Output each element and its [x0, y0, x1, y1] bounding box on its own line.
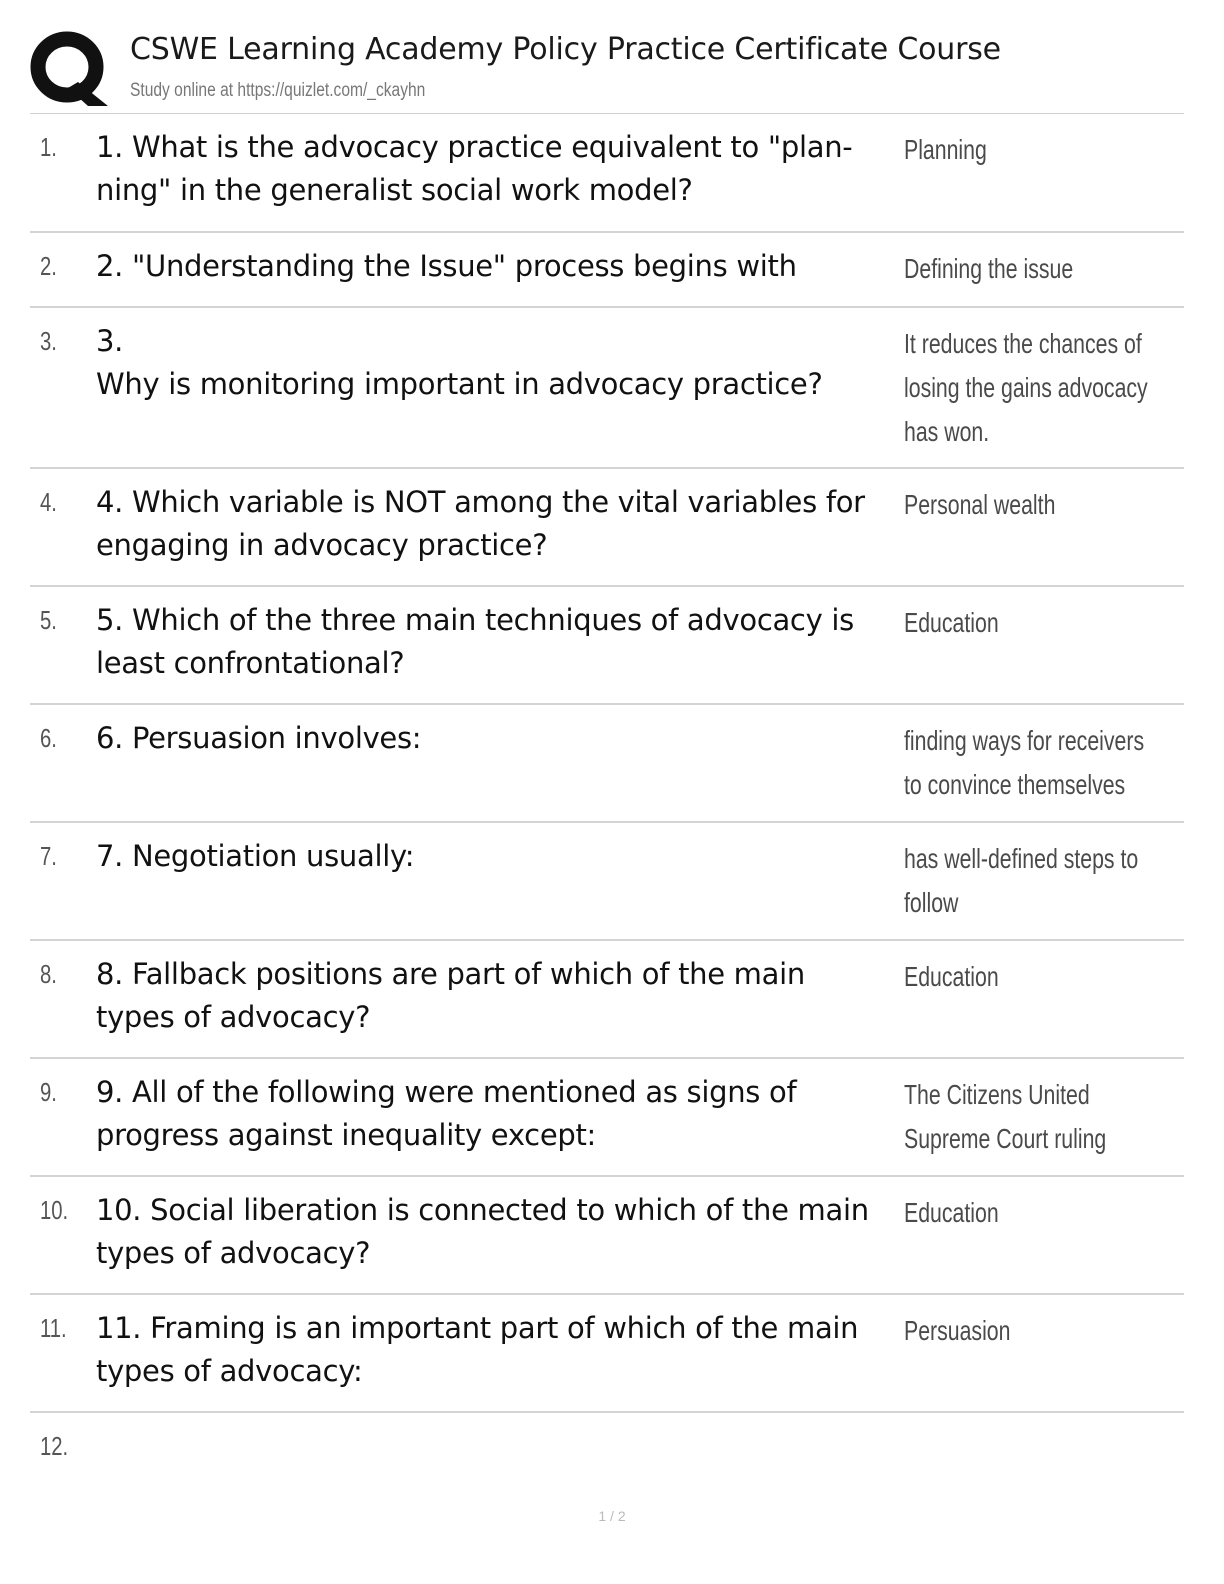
- card-number: 1.: [40, 132, 57, 162]
- study-online-link-text: Study online at https://quizlet.com/_ckayhn: [130, 80, 426, 101]
- card-number: 8.: [40, 959, 57, 989]
- card-number: 5.: [40, 605, 57, 635]
- card-answer: has well-defined steps to follow: [904, 843, 1139, 918]
- flashcard-row: [30, 587, 1184, 705]
- card-number: 4.: [40, 487, 57, 517]
- card-question: 6. Persuasion involves:: [96, 721, 422, 755]
- flashcard-row: [30, 1413, 1184, 1483]
- card-question: 11. Framing is an important part of which of the main types of advocacy:: [96, 1311, 859, 1388]
- card-number: 10.: [40, 1195, 69, 1225]
- card-answer: finding ways for receivers to convince themselves: [904, 725, 1145, 800]
- card-question: 5. Which of the three main techniques of advocacy is least confrontational?: [96, 603, 854, 680]
- card-answer: Education: [904, 961, 999, 992]
- card-question: 7. Negotiation usually:: [96, 839, 415, 873]
- card-answer: It reduces the chances of losing the gains advocacy has won.: [904, 328, 1148, 447]
- flashcard-row: [30, 823, 1184, 941]
- flashcard-row: [30, 308, 1184, 469]
- card-question: 9. All of the following were mentioned as signs of progress against inequality except:: [96, 1075, 797, 1152]
- card-answer: Education: [904, 1197, 999, 1228]
- card-number: 6.: [40, 723, 57, 753]
- card-number: 9.: [40, 1077, 57, 1107]
- card-answer: Defining the issue: [904, 253, 1074, 284]
- card-number: 3.: [40, 326, 57, 356]
- card-answer: Personal wealth: [904, 489, 1056, 520]
- card-answer: Planning: [904, 134, 987, 165]
- page-number: 1 / 2: [598, 1508, 626, 1524]
- card-question: 8. Fallback positions are part of which of the main types of advocacy?: [96, 957, 805, 1034]
- flashcard-row: [30, 705, 1184, 823]
- card-answer: The Citizens United Supreme Court ruling: [904, 1079, 1107, 1154]
- flashcard-row: [30, 1059, 1184, 1177]
- card-answer: Persuasion: [904, 1315, 1011, 1346]
- card-number: 7.: [40, 841, 57, 871]
- card-question: 1. What is the advocacy practice equivalent to "plan- ning" in the generalist social work model?: [96, 130, 853, 207]
- flashcard-row: [30, 1295, 1184, 1413]
- card-answer: Education: [904, 607, 999, 638]
- quizlet-q-logo-icon: [30, 30, 110, 108]
- flashcard-row: [30, 1177, 1184, 1295]
- card-number: 11.: [40, 1313, 67, 1343]
- flashcard-row: [30, 233, 1184, 308]
- flashcard-row: [30, 941, 1184, 1059]
- card-question: 10. Social liberation is connected to which of the main types of advocacy?: [96, 1193, 869, 1270]
- flashcard-row: [30, 114, 1184, 233]
- document-title: CSWE Learning Academy Policy Practice Certificate Course: [130, 32, 1001, 67]
- flashcard-list: [30, 114, 1184, 1483]
- card-number: 12.: [40, 1431, 69, 1461]
- flashcard-row: [30, 469, 1184, 587]
- card-question: 2. "Understanding the Issue" process begins with: [96, 249, 797, 283]
- card-number: 2.: [40, 251, 57, 281]
- card-question: 4. Which variable is NOT among the vital variables for engaging in advocacy practice?: [96, 485, 865, 562]
- document-header: [30, 28, 1184, 114]
- card-question: 3. Why is monitoring important in advocacy practice?: [96, 324, 823, 401]
